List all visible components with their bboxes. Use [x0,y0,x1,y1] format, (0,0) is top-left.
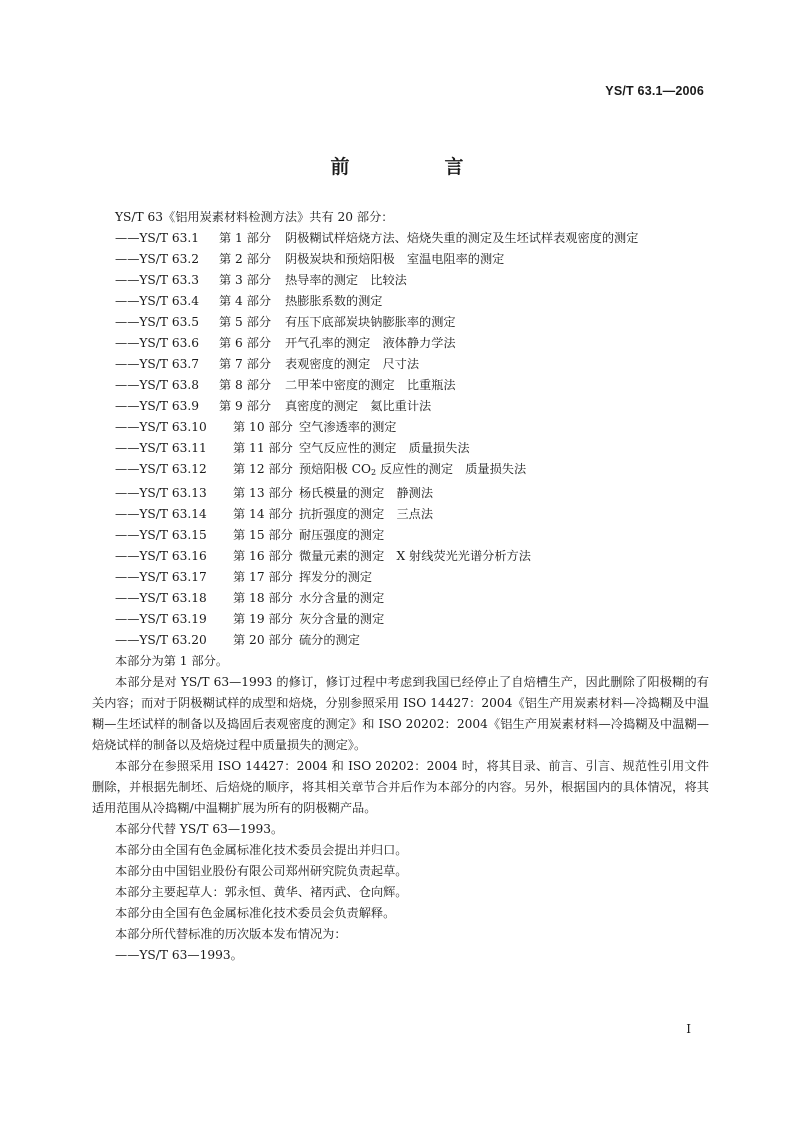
paragraph-revision: 本部分是对 YS/T 63—1993 的修订，修订过程中考虑到我国已经停止了自焙槽生产，因此删除了阳极糊的有关内容；而对于阴极糊试样的成型和焙烧，分别参照采用 ISO 14427：2004《铝生产用炭素材料—冷捣糊及中温糊—生坯试样的制备以及捣固后表观密度的测定》和 ISO 20202：2004《铝生产用炭素材料—冷捣糊及中温糊—焙烧试样的制备以及焙烧过程中质量损失的测定》。 [92,675,709,752]
part-description: 开气孔率的测定 液体静力学法 [285,336,456,350]
part-number: ——YS/T 63.3 [115,273,200,287]
part-label: 第 4 部分 [219,294,272,308]
list-item [115,567,709,588]
list-item [115,270,709,291]
list-item [115,312,709,333]
paragraph-part-number: 本部分为第 1 部分。 [115,654,229,668]
part-number: ——YS/T 63.17 [115,570,207,584]
part-label: 第 9 部分 [219,399,272,413]
part-description: 热导率的测定 比较法 [285,273,407,287]
part-number: ——YS/T 63.12 [115,462,207,476]
part-description: 二甲苯中密度的测定 比重瓶法 [285,378,456,392]
part-label: 第 10 部分 [233,420,293,434]
part-label: 第 8 部分 [219,378,272,392]
part-description: 真密度的测定 氦比重计法 [285,399,432,413]
list-item [115,504,709,525]
list-item [115,333,709,354]
part-number: ——YS/T 63.5 [115,315,200,329]
list-item [115,588,709,609]
part-description: 阴极炭块和预焙阳极 室温电阻率的测定 [285,252,505,266]
part-number: ——YS/T 63.9 [115,399,200,413]
part-description: 热膨胀系数的测定 [285,294,383,308]
part-label: 第 19 部分 [233,612,293,626]
list-item [115,438,709,459]
part-label: 第 12 部分 [233,462,293,476]
part-number: ——YS/T 63.11 [115,441,207,455]
part-description: 微量元素的测定 X 射线荧光光谱分析方法 [299,549,531,563]
part-label: 第 20 部分 [233,633,293,647]
page-title: 前 言 [330,156,502,178]
list-item [115,525,709,546]
part-label: 第 5 部分 [219,315,272,329]
part-number: ——YS/T 63.20 [115,633,207,647]
part-number: ——YS/T 63.2 [115,252,200,266]
list-item [115,375,709,396]
paragraph-drafted-by: 本部分由中国铝业股份有限公司郑州研究院负责起草。 [115,864,408,878]
part-description: 杨氏模量的测定 静测法 [299,486,434,500]
part-label: 第 15 部分 [233,528,293,542]
paragraph-history-item: ——YS/T 63—1993。 [115,948,243,962]
standard-code: YS/T 63.1—2006 [605,84,704,98]
part-label: 第 3 部分 [219,273,272,287]
part-description: 硫分的测定 [299,633,360,647]
list-item [115,228,709,249]
part-number: ——YS/T 63.15 [115,528,207,542]
list-item [115,354,709,375]
part-label: 第 1 部分 [219,231,272,245]
part-label: 第 6 部分 [219,336,272,350]
part-number: ——YS/T 63.13 [115,486,207,500]
part-number: ——YS/T 63.1 [115,231,200,245]
part-label: 第 16 部分 [233,549,293,563]
parts-list [115,228,709,651]
part-description: 挥发分的测定 [299,570,373,584]
page-number: I [686,1022,691,1036]
part-description: 空气反应性的测定 质量损失法 [299,441,470,455]
part-number: ——YS/T 63.10 [115,420,207,434]
part-number: ——YS/T 63.19 [115,612,207,626]
part-description: 有压下底部炭块钠膨胀率的测定 [285,315,456,329]
part-label: 第 13 部分 [233,486,293,500]
paragraph-replaces: 本部分代替 YS/T 63—1993。 [115,822,284,836]
list-item [115,546,709,567]
part-number: ——YS/T 63.14 [115,507,207,521]
paragraph-proposed-by: 本部分由全国有色金属标准化技术委员会提出并归口。 [115,843,408,857]
list-item [115,417,709,438]
part-description: 抗折强度的测定 三点法 [299,507,434,521]
part-number: ——YS/T 63.4 [115,294,200,308]
list-item [115,609,709,630]
part-description: 耐压强度的测定 [299,528,385,542]
list-item [115,459,709,483]
list-item [115,396,709,417]
part-label: 第 14 部分 [233,507,293,521]
part-number: ——YS/T 63.7 [115,357,200,371]
part-number: ——YS/T 63.6 [115,336,200,350]
part-number: ——YS/T 63.8 [115,378,200,392]
part-description: 表观密度的测定 尺寸法 [285,357,420,371]
part-label: 第 18 部分 [233,591,293,605]
paragraph-history-intro: 本部分所代替标准的历次版本发布情况为： [115,927,347,941]
part-number: ——YS/T 63.16 [115,549,207,563]
paragraph-drafters: 本部分主要起草人：郭永恒、黄华、褚丙武、仓向辉。 [115,885,408,899]
part-number: ——YS/T 63.18 [115,591,207,605]
document-body [92,207,709,966]
paragraph-adoption: 本部分在参照采用 ISO 14427：2004 和 ISO 20202：2004 时，将其目录、前言、引言、规范性引用文件删除，并根据先制坯、后焙烧的顺序，将其相关章节合并后作为本部分的内容。另外，根据国内的具体情况，将其适用范围从冷捣糊/中温糊扩展为所有的阴极糊产品。 [92,759,709,815]
part-description: 预焙阳极 $CO_2$ 反应性的测定 质量损失法 [299,462,527,477]
list-item [115,291,709,312]
part-label: 第 7 部分 [219,357,272,371]
part-label: 第 11 部分 [233,441,293,455]
part-label: 第 17 部分 [233,570,293,584]
part-description: 灰分含量的测定 [299,612,385,626]
list-item [115,249,709,270]
part-description: 空气渗透率的测定 [299,420,397,434]
part-description: 水分含量的测定 [299,591,385,605]
part-label: 第 2 部分 [219,252,272,266]
paragraph-interpretation: 本部分由全国有色金属标准化技术委员会负责解释。 [115,906,396,920]
list-item [115,630,709,651]
part-description: 阴极糊试样焙烧方法、焙烧失重的测定及生坯试样表观密度的测定 [285,231,639,245]
intro-line: YS/T 63《铝用炭素材料检测方法》共有 20 部分： [115,210,394,224]
list-item [115,483,709,504]
